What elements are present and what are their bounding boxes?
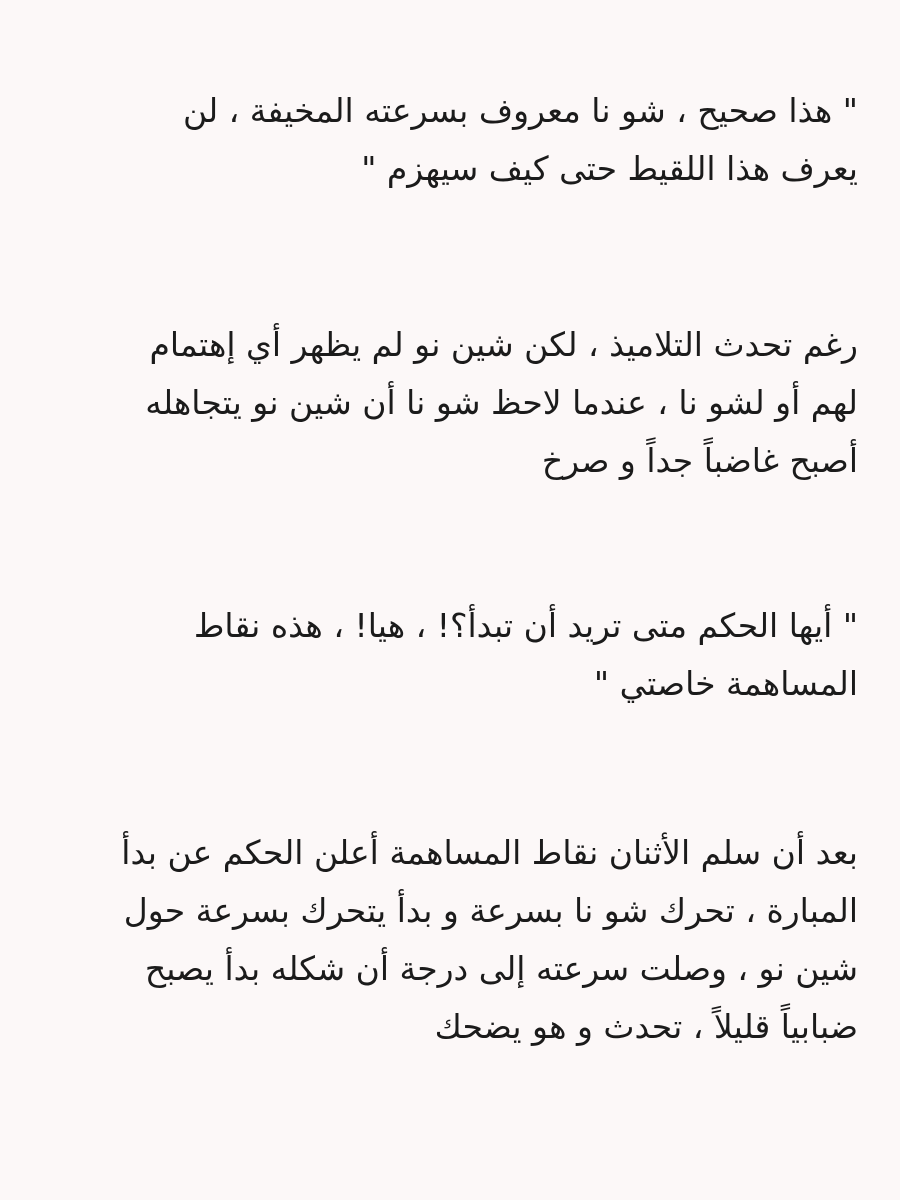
text-line: شين نو ، وصلت سرعته إلى درجة أن شكله بدأ يصبح <box>144 949 858 988</box>
paragraph-4 <box>72 824 858 1056</box>
text-line: أصبح غاضباً جداً و صرخ <box>541 441 858 480</box>
paragraph-1 <box>72 82 858 198</box>
text-line: ضبابياً قليلاً ، تحدث و هو يضحك <box>434 1007 858 1046</box>
paragraph-3 <box>72 597 858 713</box>
text-line: المساهمة خاصتي " <box>593 664 858 703</box>
text-line: " هذا صحيح ، شو نا معروف بسرعته المخيفة ، لن <box>182 91 858 130</box>
text-line: يعرف هذا اللقيط حتى كيف سيهزم " <box>361 149 858 188</box>
text-line: " أيها الحكم متى تريد أن تبدأ؟! ، هيا! ، هذه نقاط <box>193 606 858 645</box>
text-line: لهم أو لشو نا ، عندما لاحظ شو نا أن شين نو يتجاهله <box>145 383 858 422</box>
text-line: رغم تحدث التلاميذ ، لكن شين نو لم يظهر أي إهتمام <box>149 325 858 364</box>
text-line: المبارة ، تحرك شو نا بسرعة و بدأ يتحرك بسرعة حول <box>123 891 858 930</box>
text-line: بعد أن سلم الأثنان نقاط المساهمة أعلن الحكم عن بدأ <box>121 833 858 872</box>
paragraph-2 <box>72 316 858 490</box>
